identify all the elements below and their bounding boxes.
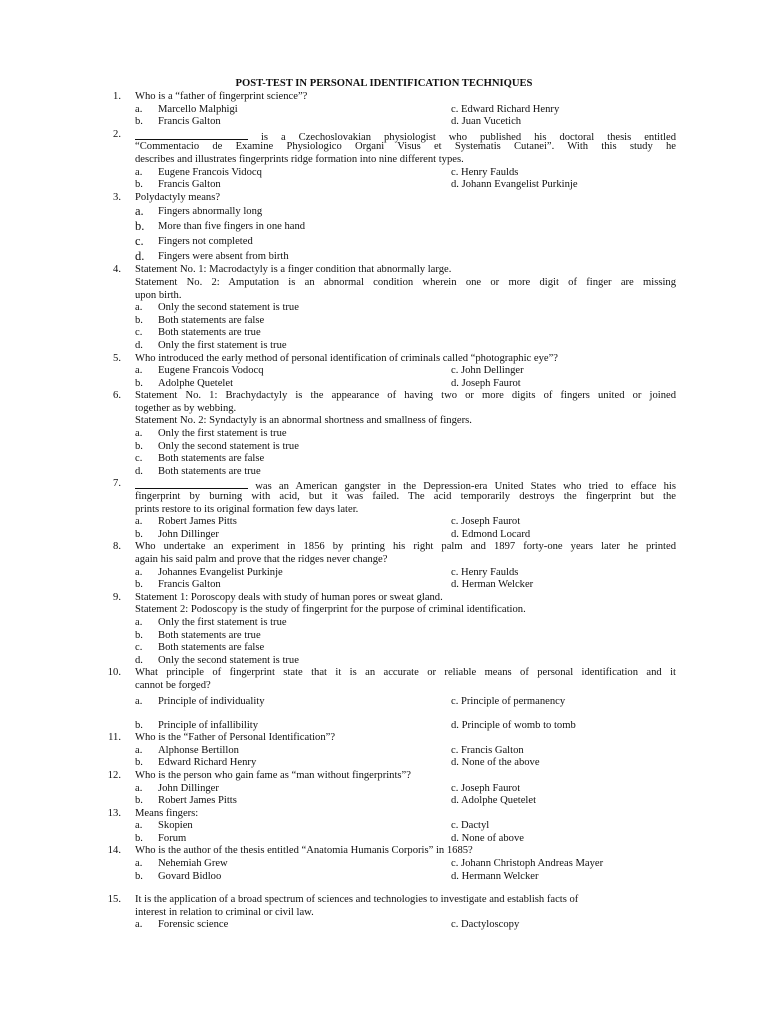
question-line — [0, 770, 768, 783]
choice-letter: a. — [135, 566, 143, 578]
question-text: Who is the person who gain fame as “man without fingerprints”? — [135, 769, 411, 781]
choice-row — [0, 234, 768, 249]
choice-option[interactable]: Alphonse Bertillon — [158, 744, 239, 756]
choice-option[interactable]: Adolphe Quetelet — [158, 377, 234, 389]
choice-option[interactable]: Johannes Evangelist Purkinje — [158, 566, 283, 578]
choice-row — [0, 204, 768, 219]
choice-letter: b. — [135, 377, 143, 389]
question-text: Means fingers: — [135, 807, 199, 819]
question-text: It is the application of a broad spectrum of sciences and technologies to investigate and establish facts of — [135, 894, 579, 906]
question-line — [0, 277, 768, 290]
choice-row — [0, 516, 768, 529]
question-text: “Commentacio de Examine Physiologico Organi Visus et Systematis Cutanei”. With this study he — [135, 141, 676, 153]
choice-row — [0, 757, 768, 770]
question-text: Who introduced the early method of personal identification of criminals called “photographic eye”? — [135, 352, 558, 364]
choice-option[interactable]: c. Joseph Faurot — [451, 516, 521, 528]
choice-option[interactable]: Both statements are false — [158, 314, 265, 326]
page-title: POST-TEST IN PERSONAL IDENTIFICATION TECHNIQUES — [235, 78, 533, 89]
choice-option[interactable]: Francis Galton — [158, 579, 221, 591]
choice-row — [0, 795, 768, 808]
question-number: 2. — [113, 128, 121, 140]
choice-row — [0, 871, 768, 884]
choice-letter: b. — [135, 757, 143, 769]
question-line — [0, 192, 768, 205]
choice-letter: a. — [135, 858, 143, 870]
choice-letter: b. — [135, 528, 143, 540]
question-text: was an American gangster in the Depression-era United States who tried to efface his — [135, 478, 676, 494]
question-text: prints restore to its original formation few days later. — [135, 503, 359, 515]
question-text: Polydactyly means? — [135, 191, 221, 203]
choice-row — [0, 327, 768, 340]
choice-letter: b. — [135, 629, 143, 641]
choice-letter: a. — [135, 166, 143, 178]
question-line — [0, 732, 768, 745]
question-line — [0, 264, 768, 277]
question-text: Statement No. 2: Amputation is an abnormal condition wherein one or more digit of finger are missing — [135, 276, 676, 288]
spacer — [0, 883, 768, 894]
question-item — [0, 91, 768, 129]
choice-option[interactable]: d. Johann Evangelist Purkinje — [451, 179, 578, 191]
choice-row — [0, 630, 768, 643]
question-item — [0, 353, 768, 391]
choice-row — [0, 179, 768, 192]
choice-row — [0, 858, 768, 871]
choice-option[interactable]: Principle of individuality — [158, 695, 265, 707]
choice-row — [0, 466, 768, 479]
choice-letter: b. — [135, 440, 143, 452]
choice-option[interactable]: d. Herman Welcker — [451, 579, 534, 591]
choice-option[interactable]: d. Juan Vucetich — [451, 116, 522, 128]
choice-letter: a. — [135, 365, 143, 377]
choice-row — [0, 365, 768, 378]
question-item — [0, 732, 768, 770]
choice-option[interactable]: c. Dactyl — [451, 820, 490, 832]
choice-letter: a. — [135, 616, 143, 628]
choice-row — [0, 919, 768, 932]
choice-letter: b. — [135, 219, 145, 234]
choice-letter: b. — [135, 116, 143, 128]
choice-option[interactable]: c. Principle of permanency — [451, 695, 566, 707]
question-item — [0, 390, 768, 478]
choice-row — [0, 720, 768, 733]
choice-row — [0, 249, 768, 264]
question-item — [0, 478, 768, 541]
question-number: 13. — [107, 807, 121, 819]
choice-option[interactable]: d. None of the above — [451, 757, 540, 769]
question-text: fingerprint by burning with acid, but it was failed. The acid temporarily destroys the fingerprint but the — [135, 491, 676, 503]
question-line — [0, 129, 768, 142]
choice-letter: a. — [135, 204, 144, 219]
choice-row — [0, 167, 768, 180]
choice-option[interactable]: c. John Dellinger — [451, 365, 524, 377]
question-text: is a Czechoslovakian physiologist who published his doctoral thesis entitled — [135, 129, 676, 145]
choice-row — [0, 315, 768, 328]
question-number: 3. — [113, 191, 121, 203]
question-item — [0, 264, 768, 352]
choice-letter: a. — [135, 820, 143, 832]
question-line — [0, 141, 768, 154]
question-text: Statement No. 2: Syndactyly is an abnormal shortness and smallness of fingers. — [135, 415, 472, 427]
choice-option[interactable]: Fingers abnormally long — [158, 206, 263, 218]
choice-letter: a. — [135, 302, 143, 314]
question-number: 5. — [113, 352, 121, 364]
choice-row — [0, 783, 768, 796]
choice-option[interactable]: Govard Bidloo — [158, 870, 222, 882]
choice-option[interactable]: d. None of above — [451, 832, 524, 844]
choice-option[interactable]: d. Edmond Locard — [451, 528, 531, 540]
choice-row — [0, 745, 768, 758]
choice-row — [0, 340, 768, 353]
question-line — [0, 808, 768, 821]
choice-row — [0, 833, 768, 846]
answer-blank — [135, 478, 248, 489]
question-number: 15. — [107, 894, 121, 906]
choice-letter: a. — [135, 428, 143, 440]
choice-option[interactable]: d. Adolphe Quetelet — [451, 795, 537, 807]
choice-option[interactable]: Both statements are false — [158, 642, 265, 654]
choice-option[interactable]: Skopien — [158, 820, 193, 832]
choice-option[interactable]: More than five fingers in one hand — [158, 221, 306, 233]
choice-row — [0, 642, 768, 655]
choice-letter: b. — [135, 832, 143, 844]
choice-option[interactable]: Forum — [158, 832, 187, 844]
question-line — [0, 290, 768, 303]
choice-option[interactable]: John Dillinger — [158, 528, 219, 540]
question-item — [0, 592, 768, 668]
question-text: Statement 1: Poroscopy deals with study of human pores or sweat gland. — [135, 591, 443, 603]
question-item — [0, 541, 768, 591]
choice-letter: b. — [135, 579, 143, 591]
question-item — [0, 808, 768, 846]
choice-option[interactable]: Francis Galton — [158, 116, 221, 128]
choice-option[interactable]: Only the first statement is true — [158, 428, 287, 440]
choice-option[interactable]: Only the second statement is true — [158, 302, 299, 314]
question-text: Statement 2: Podoscopy is the study of fingerprint for the purpose of criminal identification. — [135, 604, 526, 616]
choice-row — [0, 453, 768, 466]
question-line — [0, 403, 768, 416]
choice-option[interactable]: d. Principle of womb to tomb — [451, 719, 576, 731]
question-text: What principle of fingerprint state that it is an accurate or reliable means of personal identification and it — [135, 667, 676, 679]
choice-letter: c. — [135, 642, 143, 654]
choice-option[interactable]: c. Joseph Faurot — [451, 782, 521, 794]
question-line — [0, 541, 768, 554]
question-text: Who undertake an experiment in 1856 by printing his right palm and 1897 forty-one years later he printed — [135, 541, 676, 553]
choice-option[interactable]: d. Joseph Faurot — [451, 377, 521, 389]
question-line — [0, 592, 768, 605]
question-text: Who is the author of the thesis entitled “Anatomia Humanis Corporis” in 1685? — [135, 845, 473, 857]
question-line — [0, 353, 768, 366]
question-text: Who is a “father of fingerprint science”? — [135, 91, 308, 102]
choice-row — [0, 655, 768, 668]
question-line — [0, 415, 768, 428]
choice-row — [0, 428, 768, 441]
question-line — [0, 478, 768, 491]
choice-letter: a. — [135, 744, 143, 756]
question-text: upon birth. — [135, 289, 182, 301]
question-item — [0, 129, 768, 192]
choice-option[interactable]: c. Henry Faulds — [451, 166, 519, 178]
question-number: 7. — [113, 478, 121, 490]
question-text: Statement No. 1: Brachydactyly is the appearance of having two or more digits of fingers united or joined — [135, 390, 676, 402]
choice-option[interactable]: Eugene Francois Vidocq — [158, 166, 262, 178]
choice-option[interactable]: Only the first statement is true — [158, 616, 287, 628]
question-line — [0, 390, 768, 403]
answer-blank — [135, 129, 248, 140]
question-line — [0, 604, 768, 617]
choice-row — [0, 696, 768, 709]
choice-letter: c. — [135, 327, 143, 339]
choice-letter: d. — [135, 465, 143, 477]
question-number: 8. — [113, 541, 121, 553]
choice-row — [0, 579, 768, 592]
choice-letter: d. — [135, 249, 145, 264]
choice-option[interactable]: Both statements are true — [158, 327, 261, 339]
question-number: 10. — [107, 667, 121, 679]
choice-row — [0, 617, 768, 630]
choice-option[interactable]: c. Dactyloscopy — [451, 919, 520, 931]
question-text: cannot be forged? — [135, 679, 211, 691]
question-item — [0, 894, 768, 932]
question-number: 14. — [107, 845, 121, 857]
question-line — [0, 504, 768, 517]
spacer — [0, 709, 768, 720]
question-number: 9. — [113, 591, 121, 603]
choice-option[interactable]: Robert James Pitts — [158, 516, 237, 528]
choice-option[interactable]: Forensic science — [158, 919, 229, 931]
question-number: 1. — [113, 91, 121, 102]
choice-letter: a. — [135, 103, 143, 115]
choice-option[interactable]: d. Hermann Welcker — [451, 870, 539, 882]
choice-option[interactable]: Both statements are true — [158, 629, 261, 641]
question-item — [0, 845, 768, 883]
choice-option[interactable]: c. Francis Galton — [451, 744, 524, 756]
question-text: interest in relation to criminal or civil law. — [135, 906, 314, 918]
choice-letter: a. — [135, 516, 143, 528]
choice-option[interactable]: John Dillinger — [158, 782, 219, 794]
choice-option[interactable]: Marcello Malphigi — [158, 103, 238, 115]
question-text: Who is the “Father of Personal Identification”? — [135, 732, 336, 744]
choice-option[interactable]: Only the second statement is true — [158, 440, 299, 452]
question-text: together as by webbing. — [135, 402, 237, 414]
choice-option[interactable]: c. Henry Faulds — [451, 566, 519, 578]
question-text: Statement No. 1: Macrodactyly is a finger condition that abnormally large. — [135, 264, 452, 276]
question-line — [0, 845, 768, 858]
choice-option[interactable]: Fingers were absent from birth — [158, 251, 289, 263]
choice-letter: c. — [135, 453, 143, 465]
choice-row — [0, 820, 768, 833]
choice-option[interactable]: Nehemiah Grew — [158, 858, 228, 870]
question-line — [0, 491, 768, 504]
question-item — [0, 770, 768, 808]
question-number: 11. — [108, 732, 121, 744]
question-text: again his said palm and prove that the ridges never change? — [135, 554, 388, 565]
question-line — [0, 680, 768, 693]
choice-letter: b. — [135, 179, 143, 191]
document-page — [0, 77, 768, 932]
choice-option[interactable]: c. Edward Richard Henry — [451, 103, 560, 115]
question-line — [0, 154, 768, 167]
choice-option[interactable]: Both statements are true — [158, 465, 261, 477]
choice-option[interactable]: Only the first statement is true — [158, 339, 287, 351]
choice-option[interactable]: Both statements are false — [158, 453, 265, 465]
question-text: describes and illustrates fingerprints ridge formation into nine different types. — [135, 153, 464, 165]
choice-option[interactable]: Eugene Francois Vodocq — [158, 365, 264, 377]
choice-option[interactable]: Only the second statement is true — [158, 654, 299, 666]
choice-option[interactable]: Fingers not completed — [158, 236, 253, 248]
question-number: 4. — [113, 264, 121, 276]
choice-row — [0, 104, 768, 117]
question-item — [0, 667, 768, 732]
choice-option[interactable]: Robert James Pitts — [158, 795, 237, 807]
question-number: 6. — [113, 390, 121, 402]
choice-row — [0, 378, 768, 391]
choice-letter: c. — [135, 234, 144, 249]
choice-row — [0, 116, 768, 129]
choice-letter: b. — [135, 795, 143, 807]
choice-letter: d. — [135, 654, 143, 666]
choice-letter: a. — [135, 919, 143, 931]
question-line — [0, 91, 768, 104]
question-line — [0, 554, 768, 567]
question-line — [0, 667, 768, 680]
choice-option[interactable]: Principle of infallibility — [158, 719, 259, 731]
choice-letter: b. — [135, 719, 143, 731]
choice-letter: b. — [135, 314, 143, 326]
question-number: 12. — [107, 769, 121, 781]
question-item — [0, 192, 768, 265]
choice-letter: d. — [135, 339, 143, 351]
question-list — [0, 91, 768, 932]
choice-row — [0, 302, 768, 315]
choice-option[interactable]: Francis Galton — [158, 179, 221, 191]
question-line — [0, 894, 768, 907]
choice-letter: a. — [135, 782, 143, 794]
question-line — [0, 907, 768, 920]
choice-option[interactable]: c. Johann Christoph Andreas Mayer — [451, 858, 604, 870]
choice-row — [0, 567, 768, 580]
choice-row — [0, 441, 768, 454]
choice-letter: a. — [135, 695, 143, 707]
choice-row — [0, 219, 768, 234]
choice-row — [0, 529, 768, 542]
choice-option[interactable]: Edward Richard Henry — [158, 757, 257, 769]
choice-letter: b. — [135, 870, 143, 882]
